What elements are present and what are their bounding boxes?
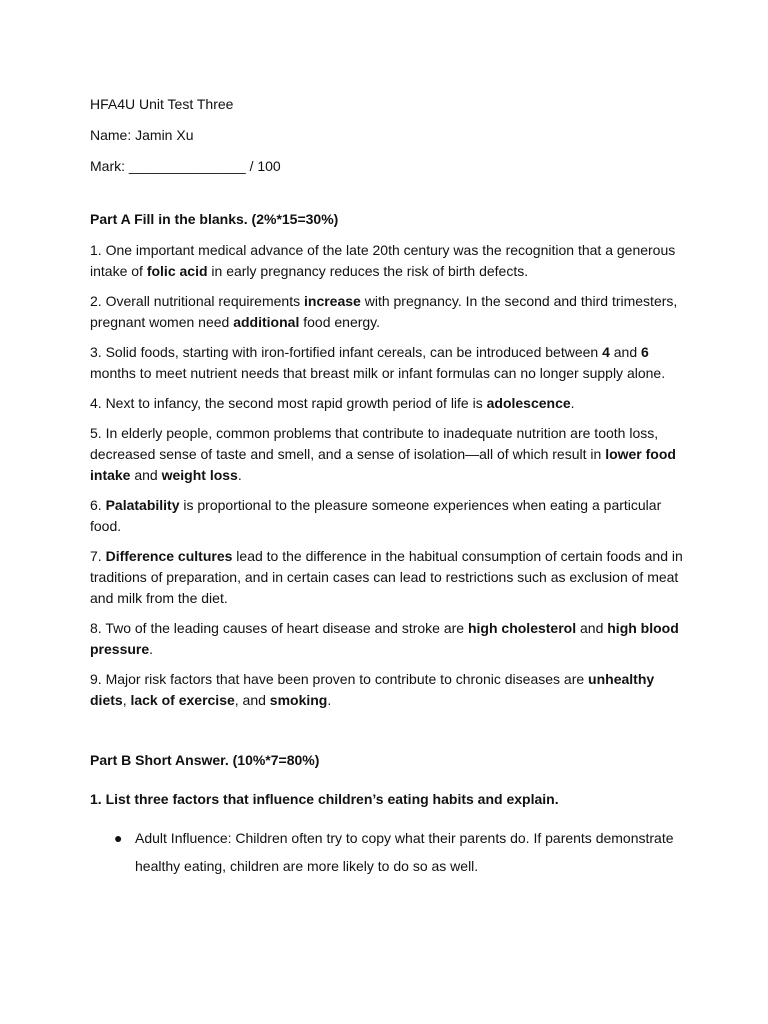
question-text: lead to the difference in the habitual consumption of certain foods and in traditions of preparation, and in certain cases can lead to restrictions such as exclusion of meat and milk from the diet.: [90, 548, 683, 606]
question-3: [90, 342, 690, 384]
answer: folic acid: [146, 263, 208, 279]
question-text: 3. Solid foods, starting with iron-fortified infant cereals, can be introduced between: [90, 344, 603, 360]
answer: additional: [233, 314, 300, 330]
question-text: and: [609, 344, 642, 360]
answer: adolescence: [486, 395, 571, 411]
question-7: [90, 546, 690, 609]
question-text: and: [130, 467, 162, 483]
answer: 4: [602, 344, 610, 360]
question-text: 7.: [90, 548, 106, 564]
question-text: is proportional to the pleasure someone experiences when eating a particular food.: [90, 497, 662, 534]
question-6: [90, 495, 690, 537]
question-text: .: [570, 395, 575, 411]
student-name: Name: Jamin Xu: [90, 127, 194, 143]
answer: Difference cultures: [105, 548, 233, 564]
question-text: 6.: [90, 497, 106, 513]
question-text: food energy.: [299, 314, 381, 330]
question-text: 4. Next to infancy, the second most rapid growth period of life is: [90, 395, 487, 411]
document-body: [90, 94, 690, 880]
answer: increase: [304, 293, 361, 309]
question-1: [90, 240, 690, 282]
question-5: [90, 423, 690, 486]
question-text: ,: [122, 692, 131, 708]
answer: high blood pressure: [90, 620, 679, 657]
part-b-title: Part B Short Answer. (10%*7=80%): [90, 752, 320, 768]
part-b-question-1: 1. List three factors that influence children’s eating habits and explain.: [90, 791, 559, 807]
bullet-icon: ●: [114, 830, 123, 846]
mark-line: Mark: _______________ / 100: [90, 158, 281, 174]
spacer: [90, 187, 690, 209]
question-text: months to meet nutrient needs that breast milk or infant formulas can no longer supply alone.: [90, 365, 666, 381]
answer: unhealthy diets: [90, 671, 655, 708]
question-9: [90, 669, 690, 711]
answer: Palatability: [105, 497, 180, 513]
spacer: [90, 720, 690, 750]
question-text: with pregnancy. In the second and third trimesters, pregnant women need: [90, 293, 678, 330]
answer: lack of exercise: [130, 692, 235, 708]
question-text: 1. One important medical advance of the late 20th century was the recognition that a generous intake of: [90, 242, 676, 279]
question-text: 8. Two of the leading causes of heart disease and stroke are: [90, 620, 468, 636]
question-text: 5. In elderly people, common problems that contribute to inadequate nutrition are tooth loss, decreased sense of taste and smell, and a sense of isolation—all of which result in: [90, 425, 659, 462]
question-8: [90, 618, 690, 660]
course-title: HFA4U Unit Test Three: [90, 96, 234, 112]
bullet-text: Adult Influence: Children often try to copy what their parents do. If parents demonstrate healthy eating, children are more likely to do so as well.: [135, 830, 674, 874]
question-text: in early pregnancy reduces the risk of birth defects.: [207, 263, 529, 279]
answer: high cholesterol: [467, 620, 577, 636]
question-text: 9. Major risk factors that have been proven to contribute to chronic diseases are: [90, 671, 589, 687]
question-text: , and: [234, 692, 270, 708]
question-text: .: [149, 641, 154, 657]
question-text: .: [327, 692, 332, 708]
question-text: and: [576, 620, 608, 636]
answer: smoking: [269, 692, 328, 708]
question-text: .: [237, 467, 242, 483]
question-2: [90, 291, 690, 333]
answer: lower food intake: [90, 446, 676, 483]
question-4: [90, 393, 690, 414]
question-text: 2. Overall nutritional requirements: [90, 293, 304, 309]
answer: 6: [641, 344, 649, 360]
part-a-title: Part A Fill in the blanks. (2%*15=30%): [90, 211, 339, 227]
bullet-item: [90, 824, 690, 880]
answer: weight loss: [161, 467, 238, 483]
